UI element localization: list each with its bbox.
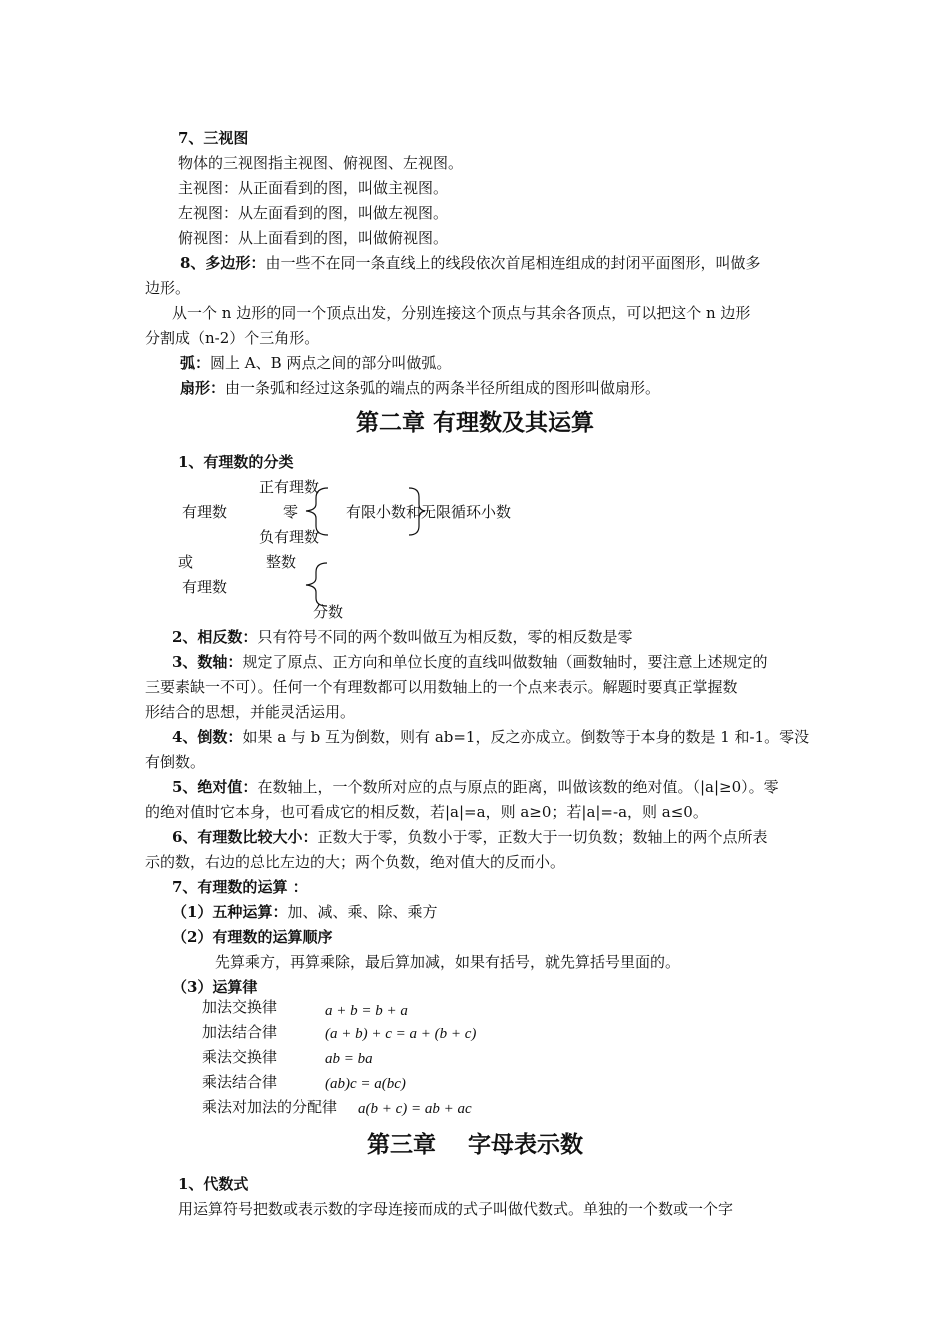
- law-formula: (ab)c = a(bc): [325, 1076, 406, 1092]
- c2-section-7-1-title: （1）五种运算：: [172, 903, 288, 921]
- section-8-text: 由一些不在同一条直线上的线段依次首尾相连组成的封闭平面图形，叫做多: [265, 254, 761, 272]
- tree-rational-root: 有理数: [182, 503, 228, 521]
- section-7-line: 主视图：从正面看到的图，叫做主视图。: [178, 179, 449, 197]
- law-formula: ab = ba: [325, 1051, 373, 1067]
- brace-2: [409, 488, 425, 535]
- brace-3: [306, 563, 327, 606]
- c2-section-6-text: 正数大于零，负数小于零，正数大于一切负数；数轴上的两个点所表: [317, 828, 768, 846]
- c2-section-6: [172, 827, 767, 847]
- c2-section-7-1: [172, 902, 437, 922]
- c2-section-2-title: 2、相反数：: [172, 628, 258, 646]
- section-8-line: 分割成（n-2）个三角形。: [145, 329, 320, 347]
- section-7-title: 7、三视图: [178, 129, 249, 147]
- sector-term: 扇形：: [180, 379, 226, 397]
- section-8-title: 8、多边形：: [180, 254, 266, 272]
- c2-section-1-title: 1、有理数的分类: [178, 453, 294, 471]
- c2-section-4-text: 如果 a 与 b 互为倒数，则有 ab=1，反之亦成立。倒数等于本身的数是 1 和-1。零没: [242, 728, 810, 746]
- law-name: 乘法交换律: [202, 1048, 278, 1066]
- law-name: 乘法对加法的分配律: [202, 1098, 338, 1116]
- tree-rational-root-2: 有理数: [182, 578, 228, 596]
- c2-section-3-line: 三要素缺一不可）。任何一个有理数都可以用数轴上的一个点来表示。解题时要真正掌握数: [145, 678, 738, 696]
- c2-section-3-line: 形结合的思想，并能灵活运用。: [145, 703, 356, 721]
- law-formula: a(b + c) = ab + ac: [358, 1101, 472, 1117]
- c2-section-2-text: 只有符号不同的两个数叫做互为相反数，零的相反数是零: [257, 628, 633, 646]
- c2-section-7-3-title: （3）运算律: [172, 978, 258, 996]
- tree-finite-decimals: 有限小数和无限循环小数: [346, 503, 512, 521]
- law-formula: a + b = b + a: [325, 1003, 408, 1019]
- tree-or: 或: [178, 553, 194, 571]
- tree-zero: 零: [283, 503, 299, 521]
- sector-text: 由一条弧和经过这条弧的端点的两条半径所组成的图形叫做扇形。: [225, 379, 661, 397]
- section-7-line: 左视图：从左面看到的图，叫做左视图。: [178, 204, 449, 222]
- tree-positive-rational: 正有理数: [259, 478, 320, 496]
- tree-negative-rational: 负有理数: [259, 528, 320, 546]
- section-7-line: 俯视图：从上面看到的图，叫做俯视图。: [178, 229, 449, 247]
- c3-section-1-title: 1、代数式: [178, 1175, 249, 1193]
- c2-section-4: [172, 727, 809, 747]
- law-name: 乘法结合律: [202, 1073, 278, 1091]
- c2-section-5-text: 在数轴上，一个数所对应的点与原点的距离，叫做该数的绝对值。（|a|≥0）。零: [257, 778, 779, 796]
- arc-term: 弧：: [180, 354, 211, 372]
- c3-section-1-line: 用运算符号把数或表示数的字母连接而成的式子叫做代数式。单独的一个数或一个字: [178, 1200, 734, 1218]
- c2-section-3: [172, 652, 767, 672]
- arc-text: 圆上 A、B 两点之间的部分叫做弧。: [210, 354, 452, 372]
- section-8-line: 边形。: [145, 279, 191, 297]
- c2-section-5-title: 5、绝对值：: [172, 778, 258, 796]
- c2-section-7-1-text: 加、减、乘、除、乘方: [287, 903, 438, 921]
- c2-section-4-line: 有倒数。: [145, 753, 206, 771]
- c2-section-7-2-text: 先算乘方，再算乘除，最后算加减，如果有括号，就先算括号里面的。: [215, 953, 681, 971]
- c2-section-7-2-title: （2）有理数的运算顺序: [172, 928, 333, 946]
- c2-section-3-title: 3、数轴：: [172, 653, 243, 671]
- c2-section-2: [172, 627, 632, 647]
- c2-section-3-text: 规定了原点、正方向和单位长度的直线叫做数轴（画数轴时，要注意上述规定的: [242, 653, 768, 671]
- law-name: 加法交换律: [202, 998, 278, 1016]
- tree-integer: 整数: [266, 553, 297, 571]
- c2-section-5-line: 的绝对值时它本身，也可看成它的相反数，若|a|=a，则 a≥0；若|a|=-a，则 a≤0。: [145, 803, 708, 821]
- c2-section-6-title: 6、有理数比较大小：: [172, 828, 318, 846]
- section-7-line: 物体的三视图指主视图、俯视图、左视图。: [178, 154, 464, 172]
- brace-1: [306, 488, 328, 535]
- tree-fraction: 分数: [313, 603, 344, 621]
- c2-section-5: [172, 777, 779, 797]
- c2-section-7-title: 7、有理数的运算 ：: [172, 878, 308, 896]
- chapter-3-title: 第三章 字母表示数: [366, 1131, 584, 1158]
- c2-section-6-line: 示的数，右边的总比左边的大；两个负数，绝对值大的反而小。: [145, 853, 566, 871]
- c2-section-4-title: 4、倒数：: [172, 728, 243, 746]
- law-formula: (a + b) + c = a + (b + c): [325, 1026, 477, 1042]
- section-8-line: 从一个 n 边形的同一个顶点出发，分别连接这个顶点与其余各顶点，可以把这个 n 边形: [172, 304, 751, 322]
- chapter-2-title: 第二章 有理数及其运算: [355, 409, 594, 436]
- law-name: 加法结合律: [202, 1023, 278, 1041]
